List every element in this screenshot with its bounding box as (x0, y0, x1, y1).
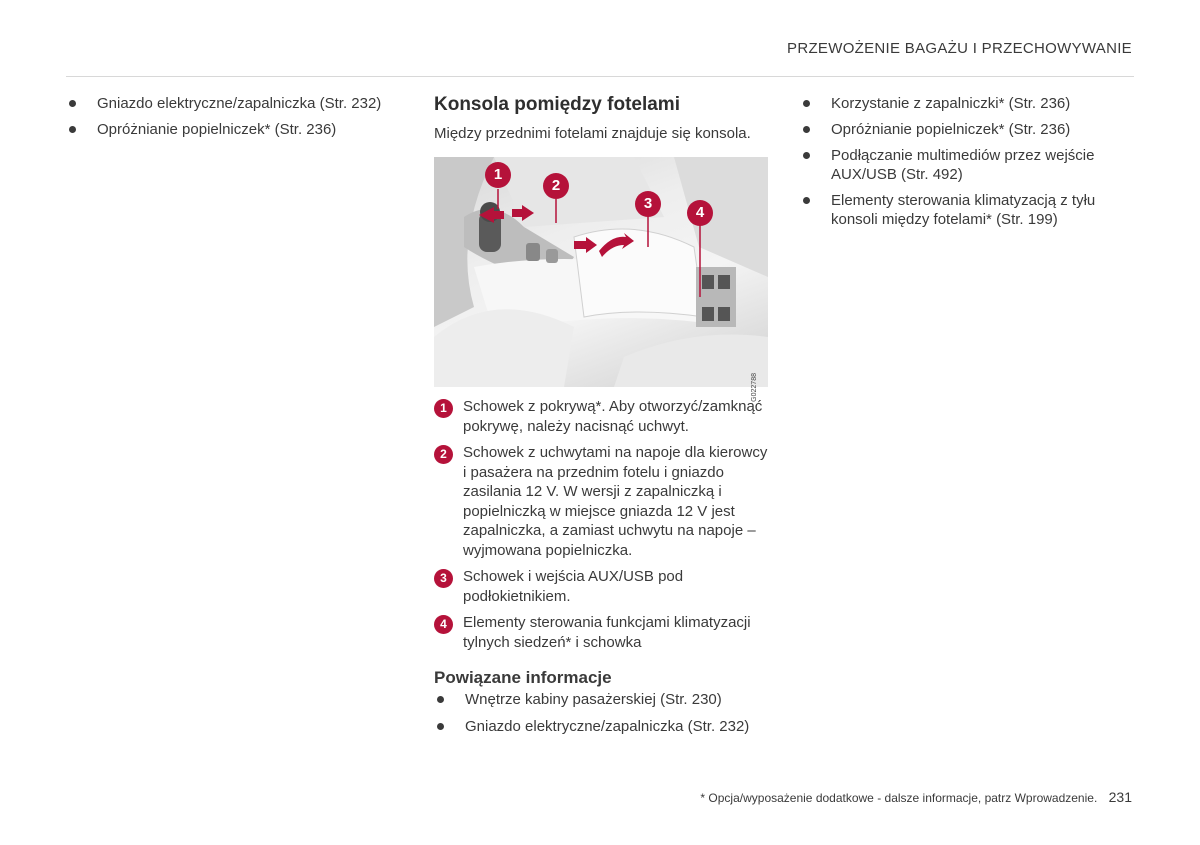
legend-number-icon: 1 (434, 399, 453, 418)
list-item[interactable]: Wnętrze kabiny pasażerskiej (Str. 230) (434, 690, 772, 709)
console-drawing (434, 157, 768, 387)
callout-1: 1 (485, 162, 511, 188)
list-item[interactable]: Opróżnianie popielniczek* (Str. 236) (66, 120, 396, 139)
legend-item: 1 Schowek z pokrywą*. Aby otworzyć/zamknąć pokrywę, należy nacisnąć uchwyt. (434, 397, 772, 436)
bullet-icon (803, 152, 810, 159)
page-footer (700, 789, 1132, 805)
console-illustration (434, 157, 768, 402)
legend-item: 4 Elementy sterowania funkcjami klimatyzacji tylnych siedzeń* i schowka (434, 613, 772, 652)
right-column (800, 94, 1130, 236)
list-item[interactable]: Opróżnianie popielniczek* (Str. 236) (800, 120, 1130, 139)
bullet-icon (803, 100, 810, 107)
figure-legend (434, 397, 772, 652)
section-title: Konsola pomiędzy fotelami (434, 94, 680, 115)
bullet-icon (437, 696, 444, 703)
legend-item: 3 Schowek i wejścia AUX/USB pod podłokietnikiem. (434, 567, 772, 606)
legend-item: 2 Schowek z uchwytami na napoje dla kierowcy i pasażera na przednim fotelu i gniazdo zasilania 12 V. W wersji z zapalniczką i popielniczką w miejsce gniazda 12 V jest zapalniczka, a zamiast uchwytu na napoje – wyjmowana popielniczka. (434, 443, 772, 560)
related-link-list (434, 690, 772, 736)
bullet-icon (803, 197, 810, 204)
main-column (434, 94, 772, 744)
footnote: * Opcja/wyposażenie dodatkowe - dalsze informacje, patrz Wprowadzenie. (700, 791, 1098, 805)
callout-2: 2 (543, 173, 569, 199)
legend-number-icon: 4 (434, 615, 453, 634)
list-item[interactable]: Podłączanie multimediów przez wejście AUX/USB (Str. 492) (800, 146, 1130, 184)
list-item[interactable]: Gniazdo elektryczne/zapalniczka (Str. 232) (434, 717, 772, 736)
bullet-icon (803, 126, 810, 133)
bullet-icon (69, 126, 76, 133)
page-number: 231 (1108, 789, 1132, 805)
left-column (66, 94, 396, 146)
list-item[interactable]: Korzystanie z zapalniczki* (Str. 236) (800, 94, 1130, 113)
left-link-list (66, 94, 396, 139)
right-link-list (800, 94, 1130, 229)
related-heading: Powiązane informacje (434, 668, 612, 687)
bullet-icon (69, 100, 76, 107)
callout-3: 3 (635, 191, 661, 217)
callout-4: 4 (687, 200, 713, 226)
list-item[interactable]: Gniazdo elektryczne/zapalniczka (Str. 232) (66, 94, 396, 113)
section-intro: Między przednimi fotelami znajduje się konsola. (434, 125, 751, 142)
bullet-icon (437, 723, 444, 730)
figure-code: G022788 (751, 373, 758, 402)
page-header: PRZEWOŻENIE BAGAŻU I PRZECHOWYWANIE (787, 40, 1132, 57)
list-item[interactable]: Elementy sterowania klimatyzacją z tyłu konsoli między fotelami* (Str. 199) (800, 191, 1130, 229)
legend-number-icon: 2 (434, 445, 453, 464)
header-divider (66, 76, 1134, 77)
legend-number-icon: 3 (434, 569, 453, 588)
